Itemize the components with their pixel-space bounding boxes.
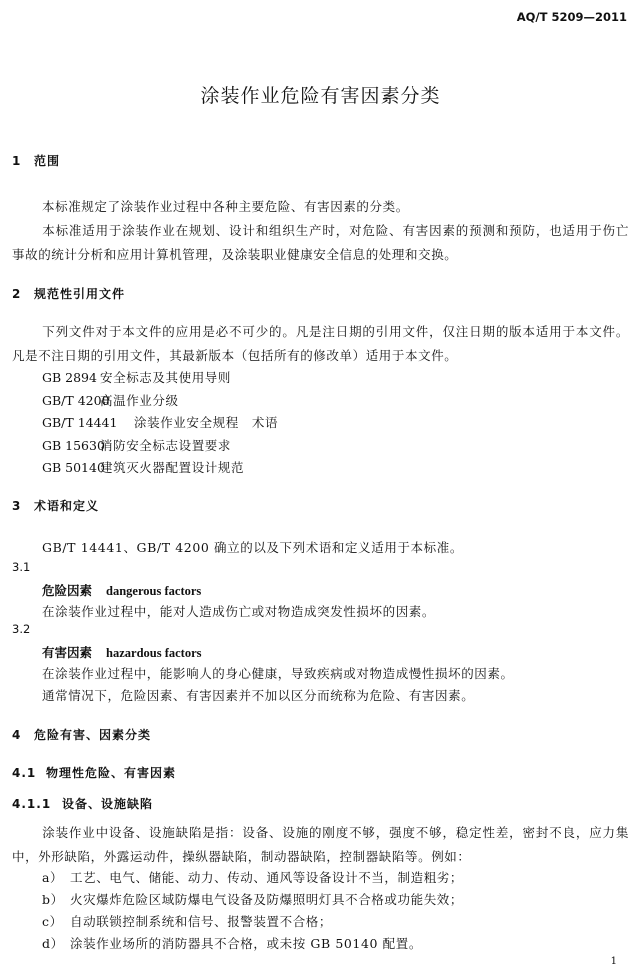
section-title: 术语和定义 [34, 499, 100, 513]
section-3-heading [12, 497, 99, 514]
section-title: 危险有害、因素分类 [34, 728, 152, 742]
section-title: 规范性引用文件 [34, 287, 126, 301]
standard-code: AQ/T 5209—2011 [516, 10, 627, 24]
subsection-4-1-1-intro: 涂装作业中设备、设施缺陷是指：设备、设施的刚度不够，强度不够，稳定性差，密封不良，应力集中，外形缺陷，外露运动件，操纵器缺陷，制动器缺陷，控制器缺陷等。例如： [12, 825, 629, 864]
section-2-heading [12, 285, 125, 302]
reference-title: 高温作业分级 [100, 393, 179, 408]
section-1-paragraph-2: 本标准适用于涂装作业在规划、设计和组织生产时，对危险、有害因素的预测和预防，也适用于伤亡事故的统计分析和应用计算机管理，及涂装职业健康安全信息的处理和交换。 [12, 223, 629, 262]
term-heading [42, 581, 201, 599]
list-item [42, 890, 463, 908]
section-2-intro: 下列文件对于本文件的应用是必不可少的。凡是注日期的引用文件，仅注日期的版本适用于本文件。凡是不注日期的引用文件，其最新版本（包括所有的修改单）适用于本文件。 [12, 324, 629, 363]
reference-title: 消防安全标志设置要求 [100, 438, 232, 453]
reference-item [42, 391, 179, 409]
reference-code: GB 2894 [42, 370, 97, 385]
list-item [42, 868, 463, 886]
section-number: 4 [12, 728, 22, 742]
section-3-intro: GB/T 14441、GB/T 4200 确立的以及下列术语和定义适用于本标准。 [42, 540, 463, 555]
subsection-4-1-heading [12, 764, 176, 781]
list-item-label: a） [42, 870, 64, 885]
list-item-label: b） [42, 892, 64, 907]
reference-title: 建筑灭火器配置设计规范 [100, 460, 245, 475]
list-item [42, 934, 422, 952]
section-number: 2 [12, 287, 22, 301]
term-note: 通常情况下，危险因素、有害因素并不加以区分而统称为危险、有害因素。 [42, 688, 475, 703]
term-zh: 危险因素 [42, 583, 93, 598]
list-item-text: 工艺、电气、储能、动力、传动、通风等设备设计不当，制造粗劣； [70, 870, 464, 885]
section-number: 4.1.1 [12, 797, 52, 811]
list-item-text: 自动联锁控制系统和信号、报警装置不合格； [70, 914, 333, 929]
reference-title: 安全标志及其使用导则 [100, 370, 232, 385]
term-en: dangerous factors [106, 584, 202, 598]
section-title: 设备、设施缺陷 [62, 797, 154, 811]
section-1-paragraph-1: 本标准规定了涂装作业过程中各种主要危险、有害因素的分类。 [42, 199, 409, 214]
section-title: 物理性危险、有害因素 [46, 766, 177, 780]
list-item [42, 912, 332, 930]
term-en: hazardous factors [106, 646, 202, 660]
reference-code: GB 50140 [42, 460, 105, 475]
reference-item [42, 458, 244, 476]
section-number: 4.1 [12, 766, 37, 780]
term-zh: 有害因素 [42, 645, 93, 660]
reference-item [42, 413, 278, 431]
reference-code: GB 15630 [42, 438, 105, 453]
section-1-heading [12, 152, 60, 169]
reference-code: GB/T 4200 [42, 393, 110, 408]
list-item-label: c） [42, 914, 63, 929]
list-item-label: d） [42, 936, 64, 951]
reference-item [42, 436, 231, 454]
section-number: 1 [12, 154, 22, 168]
document-title: 涂装作业危险有害因素分类 [200, 85, 441, 107]
reference-code: GB/T 14441 [42, 415, 118, 430]
term-number: 3.1 [12, 560, 31, 574]
reference-title: 涂装作业安全规程 术语 [134, 415, 279, 430]
term-number: 3.2 [12, 622, 31, 636]
section-number: 3 [12, 499, 22, 513]
page-number: 1 [610, 956, 617, 967]
list-item-text: 火灾爆炸危险区域防爆电气设备及防爆照明灯具不合格或功能失效； [70, 892, 464, 907]
term-definition: 在涂装作业过程中，能对人造成伤亡或对物造成突发性损坏的因素。 [42, 604, 436, 619]
section-title: 范围 [34, 154, 61, 168]
term-heading [42, 643, 202, 661]
reference-item [42, 368, 231, 386]
term-definition: 在涂装作业过程中，能影响人的身心健康，导致疾病或对物造成慢性损坏的因素。 [42, 666, 514, 681]
subsection-4-1-1-heading [12, 795, 153, 812]
section-4-heading [12, 726, 151, 743]
list-item-text: 涂装作业场所的消防器具不合格，或未按 GB 50140 配置。 [70, 936, 422, 951]
